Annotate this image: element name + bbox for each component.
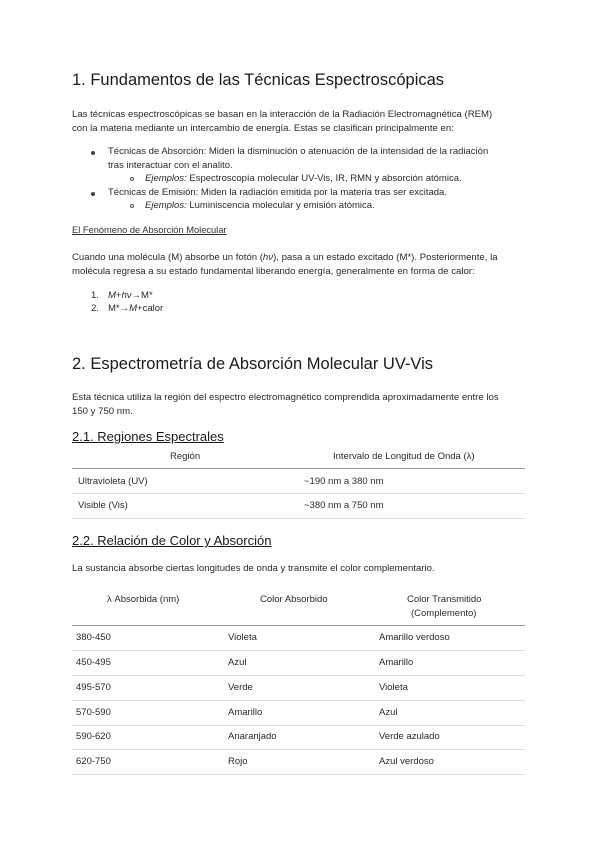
table-cell: Rojo [228,756,248,767]
table-cell: Violeta [379,682,408,693]
section-1-title: 1. Fundamentos de las Técnicas Espectroscópicas [72,71,445,89]
table-cell: 620-750 [76,756,111,767]
table-divider [72,650,525,651]
table-cell: 495-570 [76,682,111,693]
table-header-intervalo: Intervalo de Longitud de Onda (λ) [333,451,475,462]
subheading-absorcion-molecular: El Fenómeno de Absorción Molecular [72,225,227,235]
table-cell: Azul [379,707,398,718]
table-divider [72,625,525,626]
table-cell: Azul verdoso [379,756,434,767]
absorcion-para-line-2: molécula regresa a su estado fundamental liberando energía, generalmente en forma de calor: [72,266,475,277]
example-text: Luminiscencia molecular y emisión atómica. [189,200,375,211]
bullet-dot [91,151,95,155]
table-divider [72,774,525,775]
table-header-color-absorbido: Color Absorbido [260,594,328,605]
example-emision [145,199,375,214]
table-cell: ~190 nm a 380 nm [304,476,384,487]
table-cell: Amarillo [379,657,414,668]
section-2-title: 2. Espectrometría de Absorción Molecular UV-Vis [72,355,434,373]
table-divider [72,700,525,701]
equation-2-number: 2. [91,303,99,314]
bullet-dot [91,192,95,196]
table-cell: Amarillo verdoso [379,632,450,643]
table-divider [72,749,525,750]
table-header-lambda: λ Absorbida (nm) [107,594,180,605]
section-2-intro-line-1: Esta técnica utiliza la región del espectro electromagnético comprendida aproximadamente entre los [72,392,499,403]
equation-2: M*→M+calor [108,303,164,314]
table-cell: Violeta [228,632,257,643]
subsection-2-2-intro: La sustancia absorbe ciertas longitudes de onda y transmite el color complementario. [72,563,435,574]
table-header-complemento: (Complemento) [411,608,477,619]
example-label: Ejemplos: [145,200,187,211]
table-header-color-transmitido: Color Transmitido [407,594,482,605]
table-divider [72,493,525,494]
table-cell: Verde azulado [379,731,440,742]
sub-bullet-circle [130,177,134,181]
subsection-2-1-title: 2.1. Regiones Espectrales [72,429,224,444]
table-cell: Anaranjado [228,731,277,742]
example-text: Espectroscopía molecular UV-Vis, IR, RMN y absorción atómica. [189,173,462,184]
bullet-absorcion-line-1: Técnicas de Absorción: Miden la disminución o atenuación de la intensidad de la radiación [108,146,489,157]
table-cell: ~380 nm a 750 nm [304,500,384,511]
equation-1: M+hν→M* [108,290,153,301]
absorcion-para-line-1: Cuando una molécula (M) absorbe un fotón (hν), pasa a un estado excitado (M*). Posteriormente, la [72,252,498,263]
section-2-intro-line-2: 150 y 750 nm. [72,406,133,417]
example-label: Ejemplos: [145,173,187,184]
table-header-region: Región [170,451,201,462]
table-cell: Visible (Vis) [78,500,128,511]
table-divider [72,518,525,519]
table-cell: Verde [228,682,253,693]
table-cell: Ultravioleta (UV) [78,476,148,487]
table-cell: Amarillo [228,707,263,718]
bullet-absorcion-line-2: tras interactuar con el analito. [108,160,233,171]
equation-1-number: 1. [91,290,99,301]
table-cell: 570-590 [76,707,111,718]
table-cell: Azul [228,657,247,668]
bullet-emision-line-1: Técnicas de Emisión: Miden la radiación emitida por la materia tras ser excitada. [108,187,447,198]
table-divider [72,725,525,726]
table-cell: 590-620 [76,731,111,742]
sub-bullet-circle [130,204,134,208]
section-1-intro-line-1: Las técnicas espectroscópicas se basan en la interacción de la Radiación Electromagnética (REM) [72,109,493,120]
example-absorcion [145,172,462,187]
table-divider [72,468,525,469]
table-cell: 380-450 [76,632,111,643]
section-1-intro-line-2: con la materia mediante un intercambio de energía. Estas se clasifican principalmente en: [72,123,454,134]
table-divider [72,675,525,676]
subsection-2-2-title: 2.2. Relación de Color y Absorción [72,533,272,548]
table-cell: 450-495 [76,657,111,668]
